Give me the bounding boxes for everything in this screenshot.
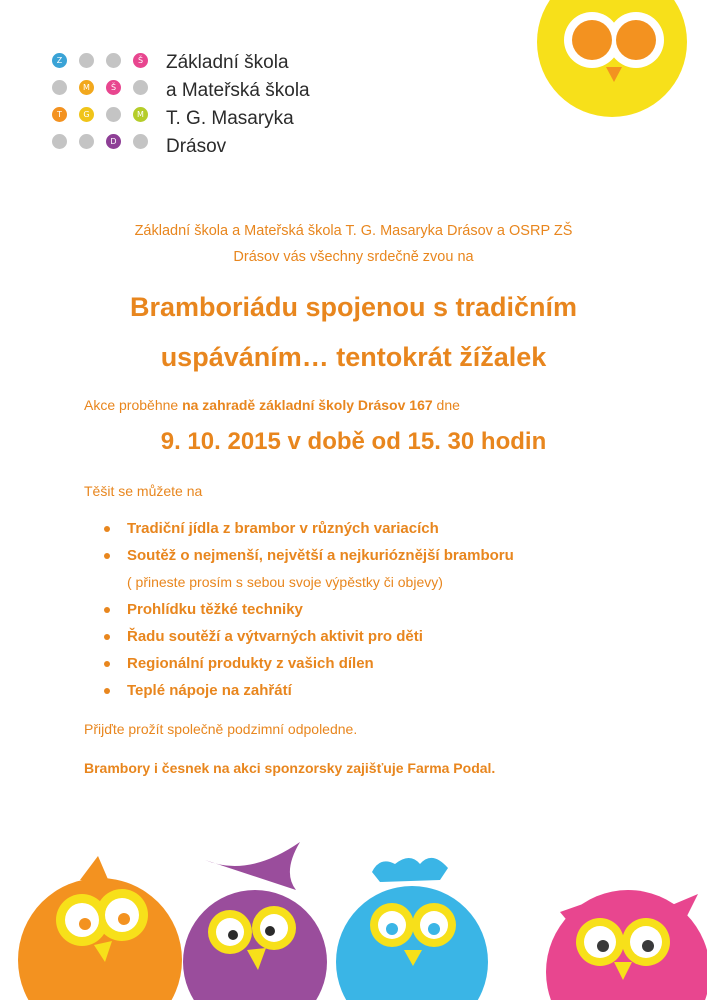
location-suffix: dne — [432, 397, 460, 413]
yellow-owl-top — [537, 0, 687, 117]
school-name-line: Základní škola — [166, 52, 289, 73]
list-item: Prohlídku těžké techniky — [102, 596, 514, 623]
logo-dot: Š — [133, 53, 148, 68]
event-headline — [40, 282, 667, 382]
list-item: Soutěž o nejmenší, největší a nejkurióznější bramboru — [102, 542, 514, 569]
logo-dot — [106, 107, 121, 122]
school-name-line: Drásov — [166, 136, 227, 157]
logo-dot: Š — [106, 80, 121, 95]
logo-dot: M — [79, 80, 94, 95]
school-name — [166, 49, 310, 161]
intro-line: Základní škola a Mateřská škola T. G. Masaryka Drásov a OSRP ZŠ — [134, 223, 573, 239]
event-location — [84, 397, 460, 413]
bullet-icon — [104, 526, 110, 532]
headline-line: uspáváním… tentokrát žížalek — [160, 342, 547, 372]
logo-dot: G — [79, 107, 94, 122]
logo-dot — [133, 80, 148, 95]
logo-dot — [52, 134, 67, 149]
intro-line: Drásov vás všechny srdečně zvou na — [233, 249, 474, 265]
invitation-intro — [60, 218, 647, 270]
logo-dot — [106, 53, 121, 68]
school-name-line: T. G. Masaryka — [166, 108, 294, 129]
logo-dot — [79, 134, 94, 149]
event-date: 9. 10. 2015 v době od 15. 30 hodin — [160, 428, 547, 455]
location-place: na zahradě základní školy Drásov 167 — [182, 397, 433, 413]
logo-dot: T — [52, 107, 67, 122]
list-intro: Těšit se můžete na — [84, 483, 203, 499]
bullet-icon — [104, 661, 110, 667]
list-item: Regionální produkty z vašich dílen — [102, 650, 514, 677]
purple-owl — [183, 842, 327, 1000]
blue-owl — [336, 858, 488, 1000]
pink-owl — [546, 890, 707, 1000]
bullet-icon — [104, 688, 110, 694]
school-name-line: a Mateřská škola — [166, 80, 310, 101]
logo-dot: D — [106, 134, 121, 149]
list-item: Řadu soutěží a výtvarných aktivit pro děti — [102, 623, 514, 650]
sponsor-text: Brambory i česnek na akci sponzorsky zajišťuje Farma Podal. — [84, 760, 496, 776]
location-prefix: Akce proběhne — [84, 397, 183, 413]
logo-dot — [79, 53, 94, 68]
logo-dot: Z — [52, 53, 67, 68]
headline-line: Bramboriádu spojenou s tradičním — [129, 292, 578, 322]
orange-owl — [18, 856, 182, 1000]
bullet-icon — [104, 607, 110, 613]
program-list — [102, 515, 514, 704]
logo-dot — [133, 134, 148, 149]
list-item-note: ( přineste prosím s sebou svoje výpěstky či objevy) — [127, 574, 443, 590]
bullet-icon — [104, 634, 110, 640]
list-item: Teplé nápoje na zahřátí — [102, 677, 514, 704]
logo-dot: M — [133, 107, 148, 122]
list-item: Tradiční jídla z brambor v různých variacích — [102, 515, 514, 542]
logo-dot — [52, 80, 67, 95]
closing-text: Přijďte prožít společně podzimní odpoledne. — [84, 721, 358, 737]
bullet-icon — [104, 553, 110, 559]
